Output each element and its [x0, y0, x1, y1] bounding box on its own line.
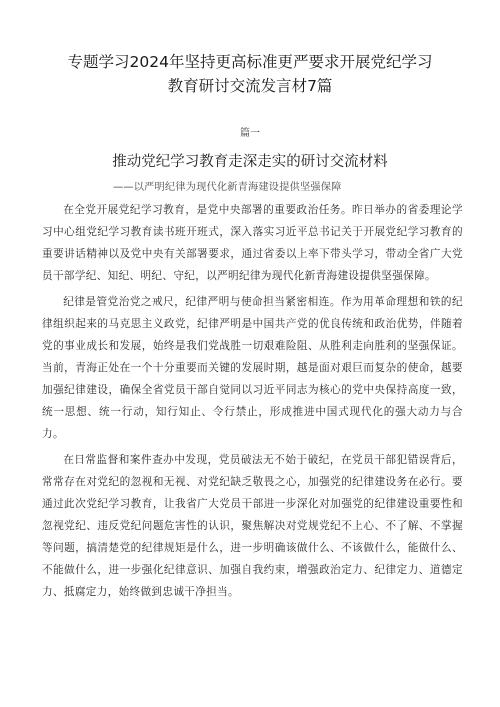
body-paragraph-3: 在日常监督和案件查办中发现，党员破法无不始于破纪，在党员干部犯错误背后，常常存在对党纪的忽视和无视、对党纪缺乏敬畏之心，加强党的纪律建设务在必行。要通过此次党纪学习教育，让我省广大党员干部进一步深化对加强党的纪律建设重要性和忽视党纪、违反党纪问题危害性的认识，聚焦解决对党规党纪不上心、不了解、不掌握等问题，搞清楚党的纪律规矩是什么，进一步明确该做什么、不该做什么，能做什么、不能做什么，进一步强化纪律意识、加强自我约束，增强政治定力、纪律定力、道德定力、抵腐定力，始终做到忠诚干净担当。	[42, 454, 463, 598]
body-paragraph-1: 在全党开展党纪学习教育，是党中央部署的重要政治任务。昨日举办的省委理论学习中心组党纪学习教育读书班开班式，深入落实习近平总书记关于开展党纪学习教育的重要讲话精神以及党中央有关部署要求，通过省委以上率下带头学习，带动全省广大党员干部学纪、知纪、明纪、守纪，以严明纪律为现代化新青海建设提供坚强保障。	[42, 204, 463, 282]
section-label: 篇一	[240, 128, 260, 139]
article-subtitle: ——以严明纪律为现代化新青海建设提供坚强保障	[113, 182, 342, 193]
body-paragraph-2: 纪律是管党治党之戒尺，纪律严明与使命担当紧密相连。作为用革命理想和铁的纪律组织起来的马克思主义政党，纪律严明是中国共产党的优良传统和政治优势，伴随着党的事业成长和发展，始终是我们党战胜一切艰难险阻、从胜利走向胜利的坚强保证。当前，青海正处在一个十分重要而关键的发展时期，越是面对艰巨而复杂的使命，越要加强纪律建设，确保全省党员干部自觉同以习近平同志为核心的党中央保持高度一致，统一思想、统一行动，知行知止、令行禁止，形成推进中国式现代化的强大动力与合力。	[42, 296, 463, 440]
document-title-line-1: 专题学习2024年坚持更高标准更严要求开展党纪学习	[67, 53, 433, 71]
document-title-line-2: 教育研讨交流发言材7篇	[167, 77, 333, 95]
article-title: 推动党纪学习教育走深走实的研讨交流材料	[112, 154, 388, 170]
article-body	[42, 199, 463, 607]
